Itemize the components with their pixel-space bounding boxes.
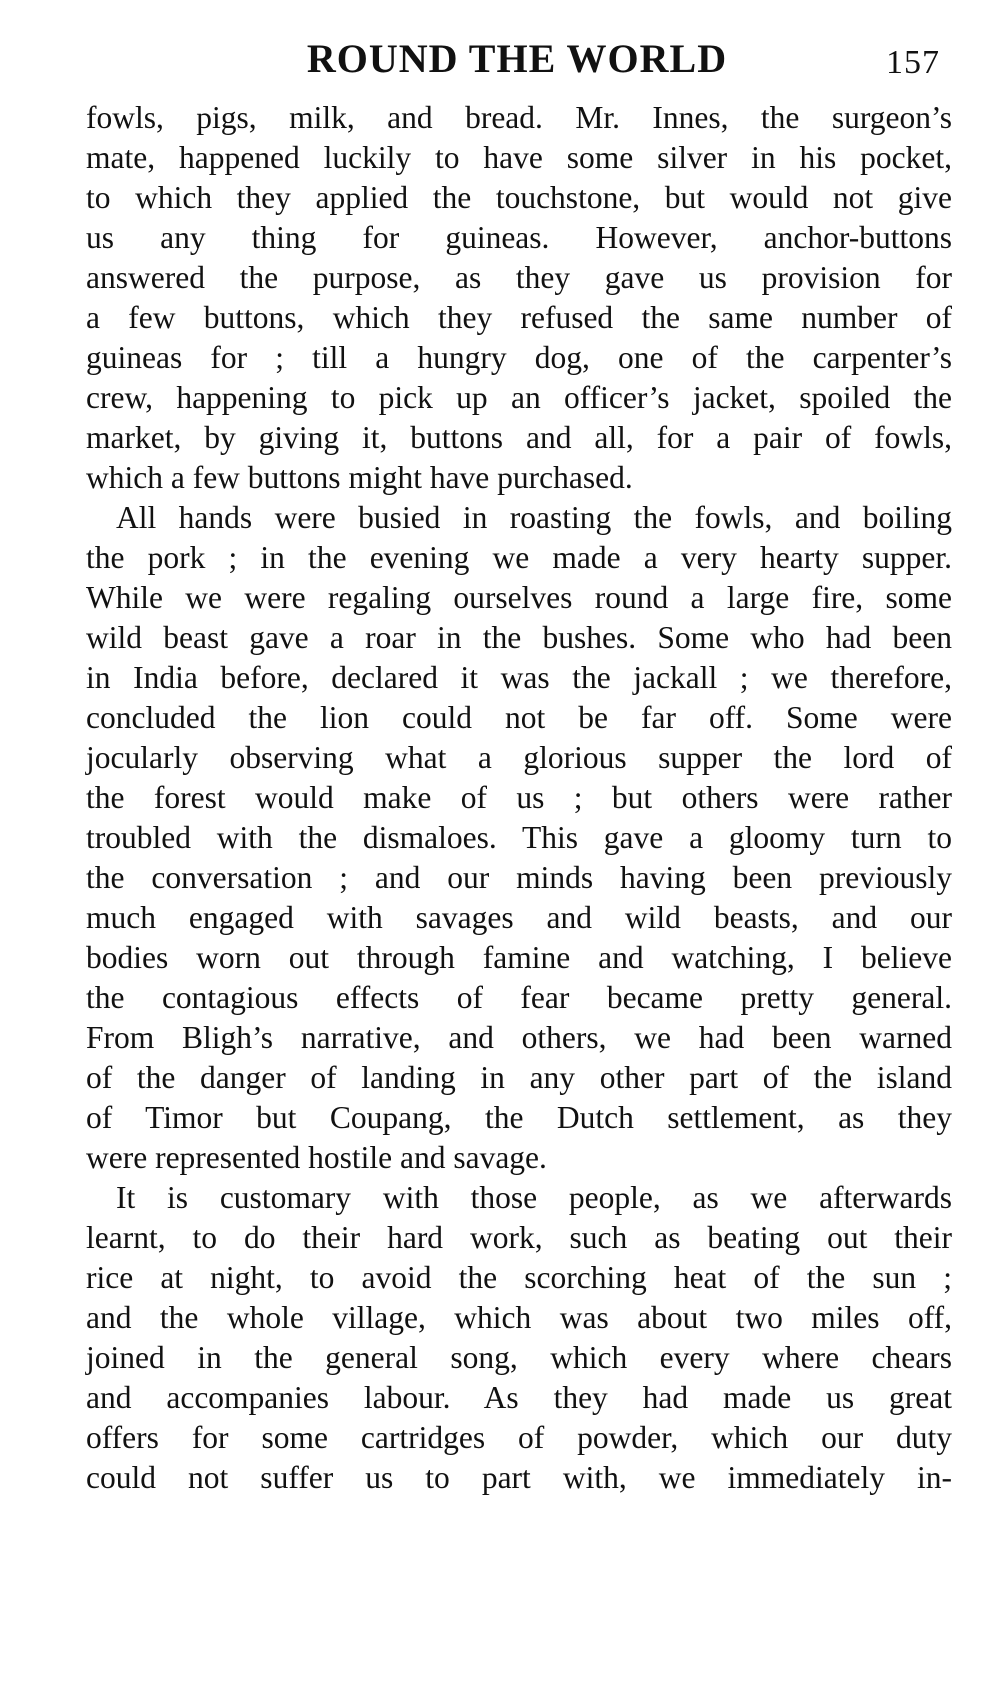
- text-line: which a few buttons might have purchased.: [86, 460, 633, 495]
- text-line: much engaged with savages and wild beasts, and our: [86, 900, 952, 935]
- text-line: joined in the general song, which every where chears: [86, 1340, 952, 1375]
- text-line: market, by giving it, buttons and all, for a pair of fowls,: [86, 420, 952, 455]
- text-line: the pork ; in the evening we made a very hearty supper.: [86, 540, 952, 575]
- running-head: [88, 34, 946, 84]
- paragraph: [86, 498, 952, 1178]
- text-line: in India before, declared it was the jackall ; we therefore,: [86, 660, 952, 695]
- text-line: While we were regaling ourselves round a large fire, some: [86, 580, 952, 615]
- text-line: bodies worn out through famine and watching, I believe: [86, 940, 952, 975]
- text-line: wild beast gave a roar in the bushes. Some who had been: [86, 620, 952, 655]
- text-line: troubled with the dismaloes. This gave a gloomy turn to: [86, 820, 952, 855]
- text-line: could not suffer us to part with, we immediately in-: [86, 1460, 952, 1495]
- text-line: From Bligh’s narrative, and others, we had been warned: [86, 1020, 952, 1055]
- text-line: a few buttons, which they refused the same number of: [86, 300, 952, 335]
- text-line: the conversation ; and our minds having been previously: [86, 860, 952, 895]
- text-line: offers for some cartridges of powder, which our duty: [86, 1420, 952, 1455]
- text-line: crew, happening to pick up an officer’s jacket, spoiled the: [86, 380, 952, 415]
- text-line: It is customary with those people, as we afterwards: [116, 1180, 952, 1215]
- body-text: [86, 98, 952, 1498]
- text-line: concluded the lion could not be far off. Some were: [86, 700, 952, 735]
- text-line: us any thing for guineas. However, anchor-buttons: [86, 220, 952, 255]
- paragraph: [86, 1178, 952, 1498]
- text-line: All hands were busied in roasting the fowls, and boiling: [116, 500, 952, 535]
- text-line: fowls, pigs, milk, and bread. Mr. Innes, the surgeon’s: [86, 100, 952, 135]
- text-line: answered the purpose, as they gave us provision for: [86, 260, 952, 295]
- text-line: to which they applied the touchstone, but would not give: [86, 180, 952, 215]
- text-line: and accompanies labour. As they had made us great: [86, 1380, 952, 1415]
- text-line: learnt, to do their hard work, such as beating out their: [86, 1220, 952, 1255]
- text-line: of the danger of landing in any other part of the island: [86, 1060, 952, 1095]
- text-line: and the whole village, which was about two miles off,: [86, 1300, 952, 1335]
- text-line: were represented hostile and savage.: [86, 1140, 547, 1175]
- text-line: guineas for ; till a hungry dog, one of the carpenter’s: [86, 340, 952, 375]
- paragraph: [86, 98, 952, 498]
- running-title: ROUND THE WORLD: [306, 36, 728, 81]
- text-line: the forest would make of us ; but others were rather: [86, 780, 952, 815]
- text-line: the contagious effects of fear became pretty general.: [86, 980, 952, 1015]
- page-number: 157: [886, 44, 940, 81]
- text-line: mate, happened luckily to have some silver in his pocket,: [86, 140, 952, 175]
- text-line: jocularly observing what a glorious supper the lord of: [86, 740, 952, 775]
- text-line: of Timor but Coupang, the Dutch settlement, as they: [86, 1100, 952, 1135]
- text-line: rice at night, to avoid the scorching heat of the sun ;: [86, 1260, 952, 1295]
